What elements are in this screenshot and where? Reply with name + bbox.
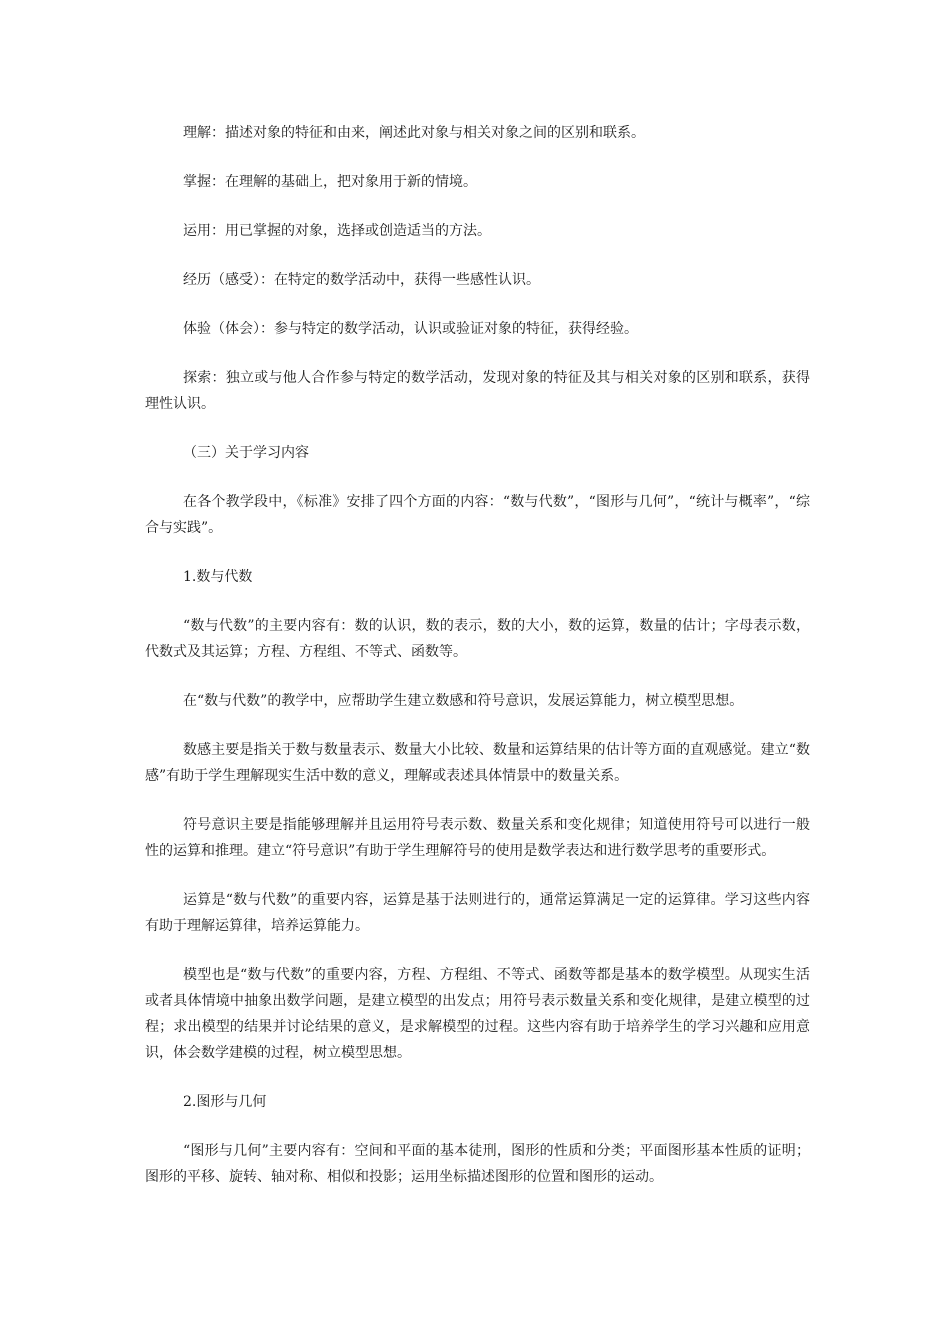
- paragraph-understand: 理解：描述对象的特征和由来，阐述此对象与相关对象之间的区别和联系。: [183, 125, 645, 141]
- section-heading-learning-content: （三）关于学习内容: [183, 445, 309, 461]
- paragraph-master: 掌握：在理解的基础上，把对象用于新的情境。: [183, 174, 477, 190]
- paragraph-operation: 运算是“数与代数”的重要内容，运算是基于法则进行的，通常运算满足一定的运算律。学习这些内容有助于理解运算律，培养运算能力。: [145, 892, 810, 934]
- paragraph-symbol-sense: 符号意识主要是指能够理解并且运用符号表示数、数量关系和变化规律；知道使用符号可以进行一般性的运算和推理。建立“符号意识”有助于学生理解符号的使用是数学表达和进行数学思考的重要形式。: [145, 817, 810, 859]
- paragraph-number-algebra-content: “数与代数”的主要内容有：数的认识，数的表示，数的大小，数的运算，数量的估计；字母表示数，代数式及其运算；方程、方程组、不等式、函数等。: [145, 618, 810, 660]
- subheading-number-algebra: 1.数与代数: [183, 569, 253, 585]
- paragraph-number-algebra-teaching: 在“数与代数”的教学中，应帮助学生建立数感和符号意识，发展运算能力，树立模型思想。: [183, 693, 744, 709]
- paragraph-shape-geometry-content: “图形与几何”主要内容有：空间和平面的基本徒刑，图形的性质和分类；平面图形基本性质的证明；图形的平移、旋转、轴对称、相似和投影；运用坐标描述图形的位置和图形的运动。: [145, 1143, 810, 1185]
- document-body: [145, 120, 810, 1213]
- paragraph-model: 模型也是“数与代数”的重要内容，方程、方程组、不等式、函数等都是基本的数学模型。从现实生活或者具体情境中抽象出数学问题，是建立模型的出发点；用符号表示数量关系和变化规律，是建立模型的过程；求出模型的结果并讨论结果的意义，是求解模型的过程。这些内容有助于培养学生的学习兴趣和应用意识，体会数学建模的过程，树立模型思想。: [145, 967, 810, 1061]
- subheading-shape-geometry: 2.图形与几何: [183, 1094, 267, 1110]
- paragraph-number-sense: 数感主要是指关于数与数量表示、数量大小比较、数量和运算结果的估计等方面的直观感觉。建立“数感”有助于学生理解现实生活中数的意义，理解或表述具体情景中的数量关系。: [145, 742, 810, 784]
- paragraph-perceive: 体验（体会）：参与特定的数学活动，认识或验证对象的特征，获得经验。: [183, 321, 638, 337]
- paragraph-explore: 探索：独立或与他人合作参与特定的数学活动，发现对象的特征及其与相关对象的区别和联系，获得理性认识。: [145, 370, 810, 412]
- paragraph-four-areas: 在各个教学段中，《标准》安排了四个方面的内容：“数与代数”，“图形与几何”，“统计与概率”，“综合与实践”。: [145, 494, 810, 536]
- paragraph-experience: 经历（感受）：在特定的数学活动中，获得一些感性认识。: [183, 272, 540, 288]
- paragraph-apply: 运用：用已掌握的对象，选择或创造适当的方法。: [183, 223, 491, 239]
